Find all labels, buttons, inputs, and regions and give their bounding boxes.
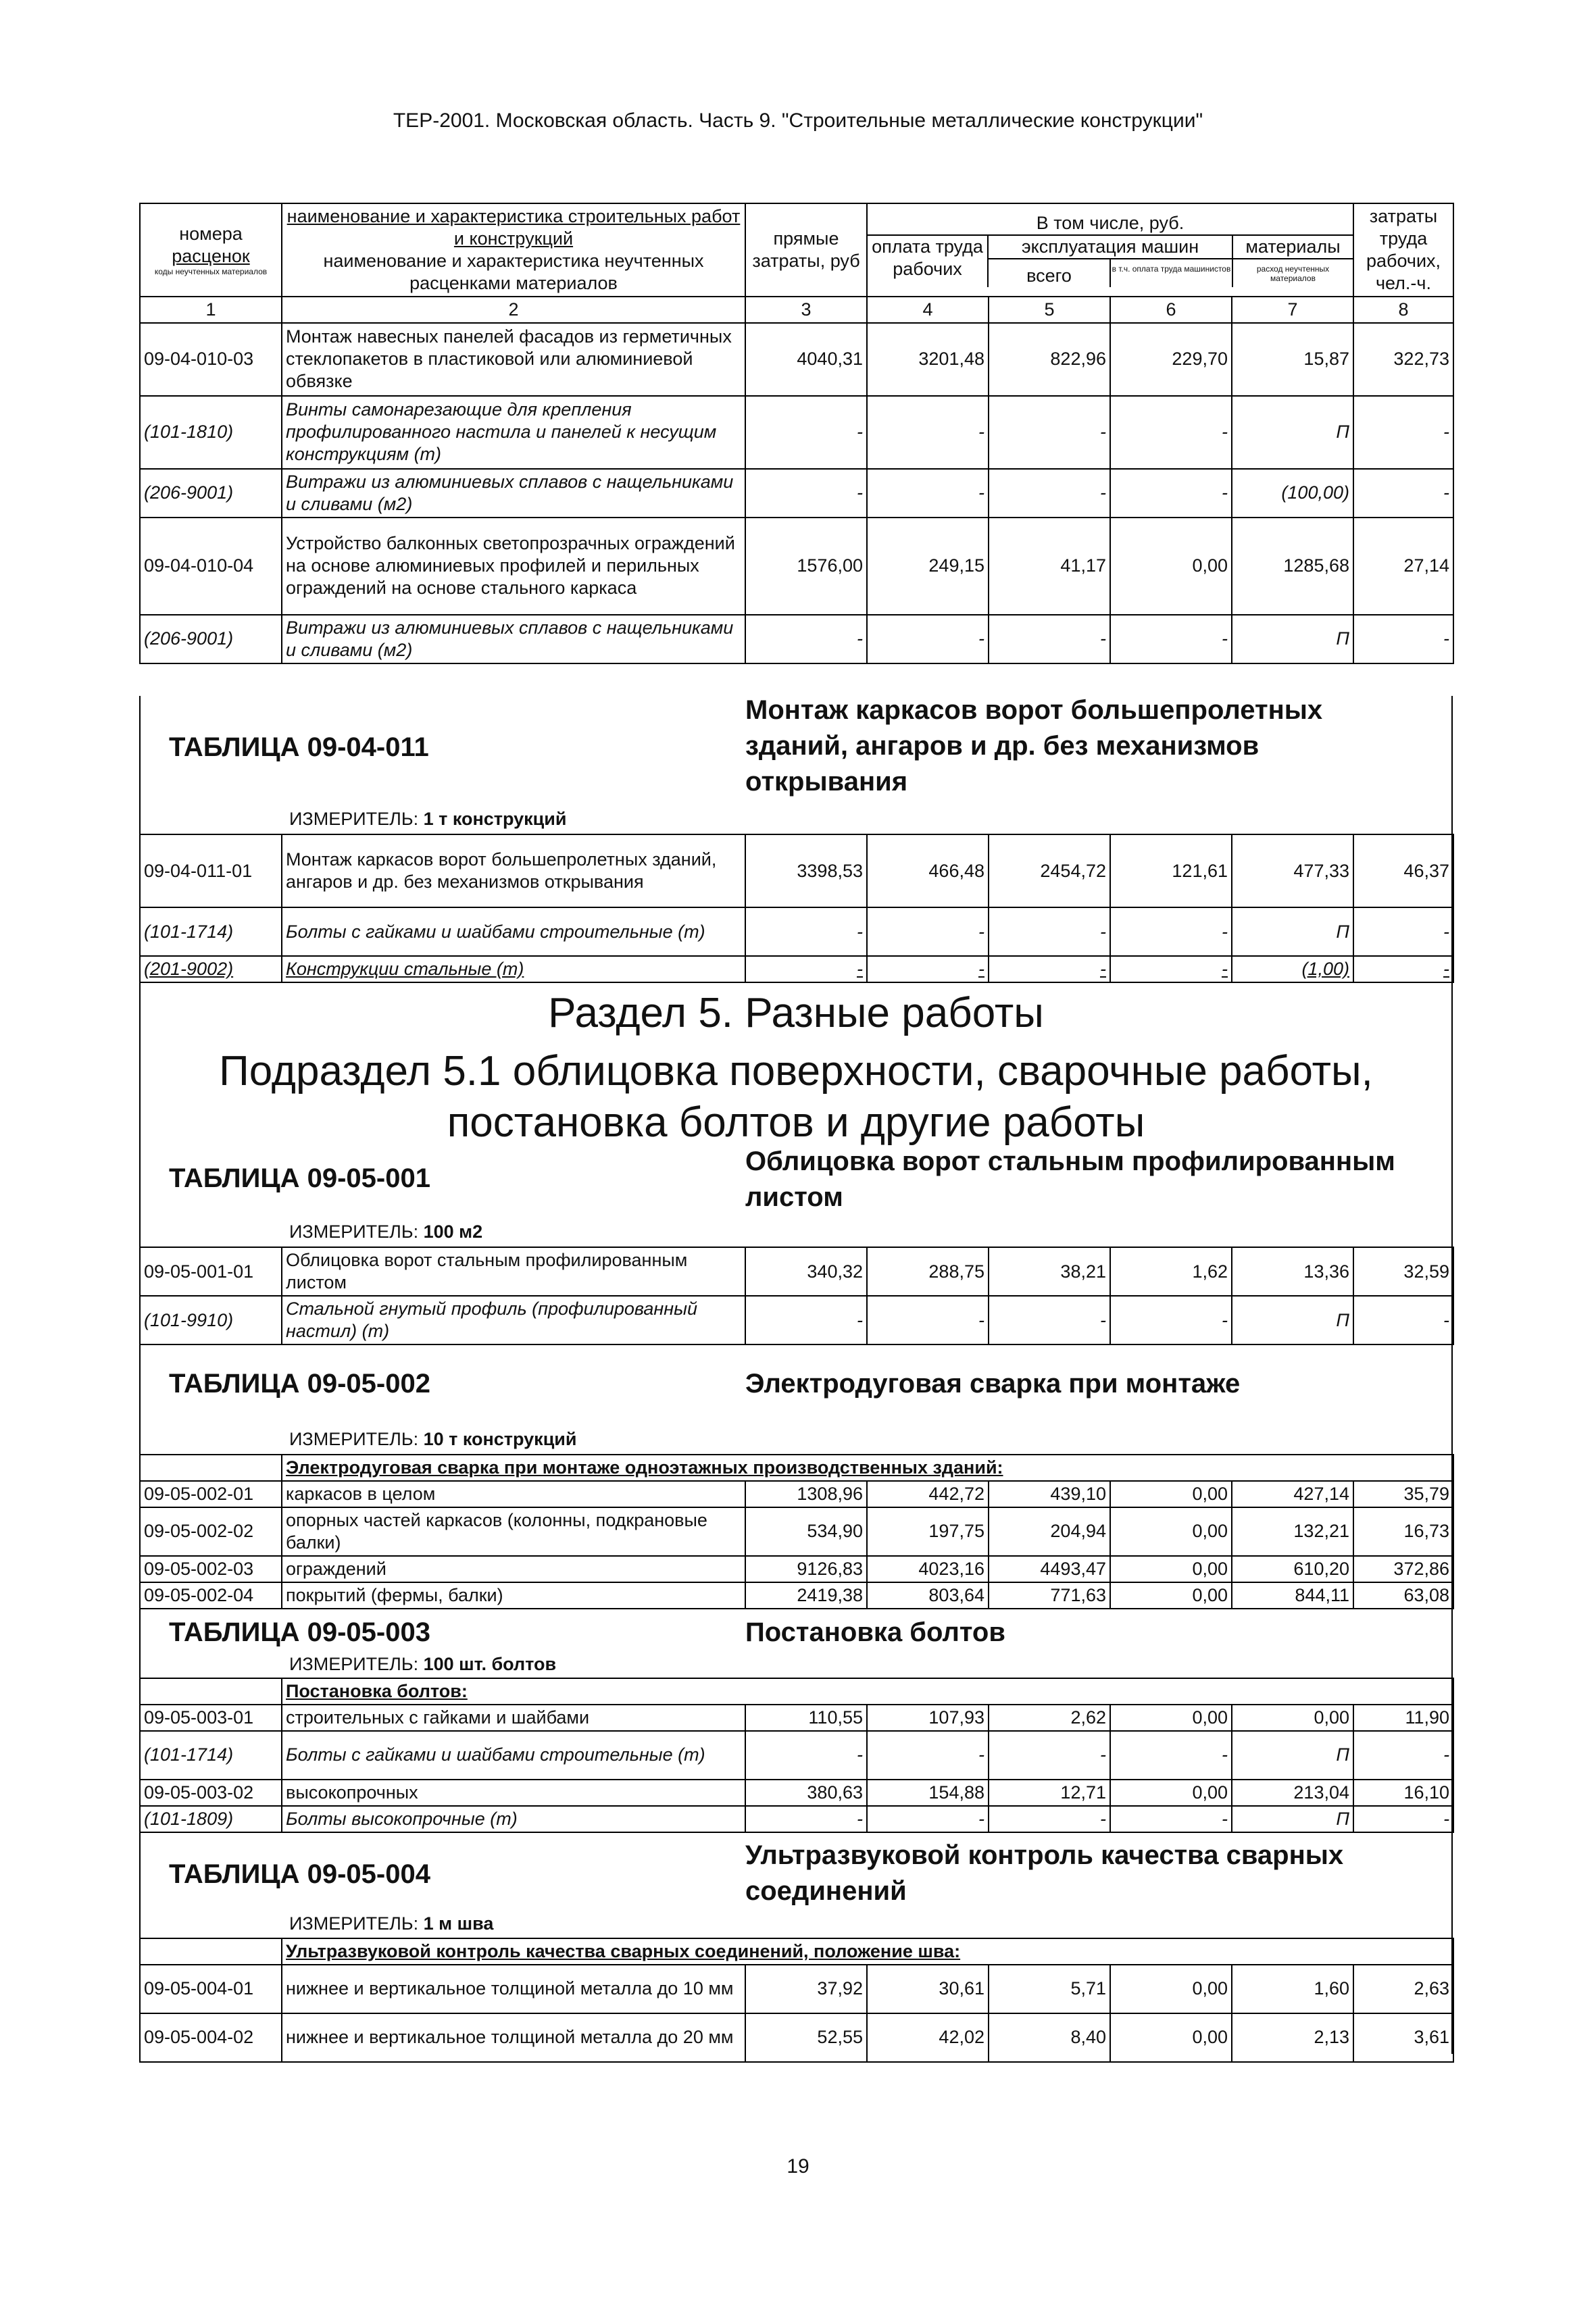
table-label-09-05-001: ТАБЛИЦА 09-05-001 [169,1163,430,1193]
table-row: 09-05-002-04 покрытий (фермы, балки) 2419,38 803,64 771,63 0,00 844,11 63,08 [140,1582,1453,1609]
colnum-4: 4 [867,297,989,323]
section-title: Раздел 5. Разные работы [548,990,1044,1036]
table-label-09-05-003: ТАБЛИЦА 09-05-003 [169,1617,430,1647]
col8-header: затраты труда рабочих, чел.-ч. [1353,203,1453,297]
table-title-09-05-003: Постановка болтов [745,1617,1005,1647]
page-number: 19 [787,2155,809,2178]
table-09-05-003 [139,1678,1454,1833]
measure-09-05-002: ИЗМЕРИТЕЛЬ: 10 т конструкций [289,1429,577,1449]
measure-09-05-004: ИЗМЕРИТЕЛЬ: 1 м шва [289,1913,494,1934]
table-title-09-04-011: Монтаж каркасов ворот большепролетных зданий, ангаров и др. без механизмов открывания [745,695,1323,797]
group-row: Электродуговая сварка при монтаже одноэтажных производственных зданий: [140,1455,1453,1481]
table-label-09-05-002: ТАБЛИЦА 09-05-002 [169,1369,430,1399]
table-row: 09-05-002-03 ограждений 9126,83 4023,16 4493,47 0,00 610,20 372,86 [140,1556,1453,1582]
col1-header: номера расценок коды неучтенных материалов [140,203,282,297]
table-row: (101-9910) Стальной гнутый профиль (профилированный настил) (т) - - - - П - [140,1296,1453,1344]
table-row: 09-04-011-01 Монтаж каркасов ворот большепролетных зданий, ангаров и др. без механизмов открывания 3398,53 466,48 2454,72 121,61 477,33 46,37 [140,834,1453,907]
group-row: Ультразвуковой контроль качества сварных соединений, положение шва: [140,1938,1453,1965]
table-label-09-05-004: ТАБЛИЦА 09-05-004 [169,1859,430,1889]
block1-rows [140,323,1453,663]
table-title-09-05-004: Ультразвуковой контроль качества сварных соединений [745,1840,1344,1907]
table-row: 09-05-003-01 строительных с гайками и шайбами 110,55 107,93 2,62 0,00 0,00 11,90 [140,1705,1453,1731]
colnum-2: 2 [282,297,745,323]
table-row: 09-05-001-01 Облицовка ворот стальным профилированным листом 340,32 288,75 38,21 1,62 13,36 32,59 [140,1247,1453,1296]
measure-09-04-011: ИЗМЕРИТЕЛЬ: 1 т конструкций [289,809,567,829]
colnum-3: 3 [745,297,867,323]
table-09-05-004 [139,1938,1454,2063]
group-row: Постановка болтов: [140,1678,1453,1705]
section-subtitle-1: Подраздел 5.1 облицовка поверхности, сварочные работы, [219,1048,1373,1095]
section-subtitle-2: постановка болтов и другие работы [447,1099,1145,1146]
table-row: (206-9001) Витражи из алюминиевых сплавов с нащельниками и сливами (м2) - - - - (100,00) - [140,469,1453,518]
table-row: (201-9002) Конструкции стальные (т) - - - - (1,00) - [140,956,1453,982]
table-title-09-05-001: Облицовка ворот стальным профилированным листом [745,1147,1395,1213]
table-09-05-001 [139,1247,1454,1345]
rates-table-head [139,203,1454,664]
table-row: (101-1714) Болты с гайками и шайбами строительные (т) - - - - П - [140,907,1453,956]
table-09-04-011 [139,834,1454,983]
table-row: 09-05-004-01 нижнее и вертикальное толщиной металла до 10 мм 37,92 30,61 5,71 0,00 1,60 2,63 [140,1965,1453,2013]
colnum-7: 7 [1232,297,1353,323]
measure-09-05-001: ИЗМЕРИТЕЛЬ: 100 м2 [289,1222,483,1242]
table-row: 09-05-002-02 опорных частей каркасов (колонны, подкрановые балки) 534,90 197,75 204,94 0,00 132,21 16,73 [140,1507,1453,1556]
table-row: 09-04-010-03 Монтаж навесных панелей фасадов из герметичных стеклопакетов в пластиковой или алюминиевой обвязке 4040,31 3201,48 822,96 229,70 15,87 322,73 [140,323,1453,396]
colnum-5: 5 [989,297,1110,323]
colnum-8: 8 [1353,297,1453,323]
page-header: ТЕР-2001. Московская область. Часть 9. "Строительные металлические конструкции" [393,109,1203,132]
table-row: (101-1809) Болты высокопрочные (т) - - - - П - [140,1806,1453,1832]
table-row: 09-05-004-02 нижнее и вертикальное толщиной металла до 20 мм 52,55 42,02 8,40 0,00 2,13 3,61 [140,2013,1453,2062]
colnum-6: 6 [1110,297,1232,323]
table-row: 09-05-002-01 каркасов в целом 1308,96 442,72 439,10 0,00 427,14 35,79 [140,1481,1453,1507]
table-row: (101-1810) Винты самонарезающие для крепления профилированного настила и панелей к несущим конструкциям (т) - - - - П - [140,396,1453,469]
including-header: В том числе, руб. оплата труда рабочих эксплуатация машин всего в т.ч. оплата труда машинистов материалы расход неучтенных материалов [867,203,1353,297]
table-row: (101-1714) Болты с гайками и шайбами строительные (т) - - - - П - [140,1731,1453,1780]
colnum-1: 1 [140,297,282,323]
measure-09-05-003: ИЗМЕРИТЕЛЬ: 100 шт. болтов [289,1654,557,1674]
table-row: 09-04-010-04 Устройство балконных светопрозрачных ограждений на основе алюминиевых профилей и перильных ограждений на основе стального каркаса 1576,00 249,15 41,17 0,00 1285,68 27,14 [140,518,1453,615]
table-row: (206-9001) Витражи из алюминиевых сплавов с нащельниками и сливами (м2) - - - - П - [140,615,1453,663]
col3-header: прямые затраты, руб [745,203,867,297]
table-label-09-04-011: ТАБЛИЦА 09-04-011 [169,732,429,762]
col2-header: наименование и характеристика строительных работ и конструкций наименование и характеристика неучтенных расценками материалов [282,203,745,297]
table-title-09-05-002: Электродуговая сварка при монтаже [745,1369,1241,1399]
table-09-05-002 [139,1454,1454,1609]
table-row: 09-05-003-02 высокопрочных 380,63 154,88 12,71 0,00 213,04 16,10 [140,1780,1453,1806]
